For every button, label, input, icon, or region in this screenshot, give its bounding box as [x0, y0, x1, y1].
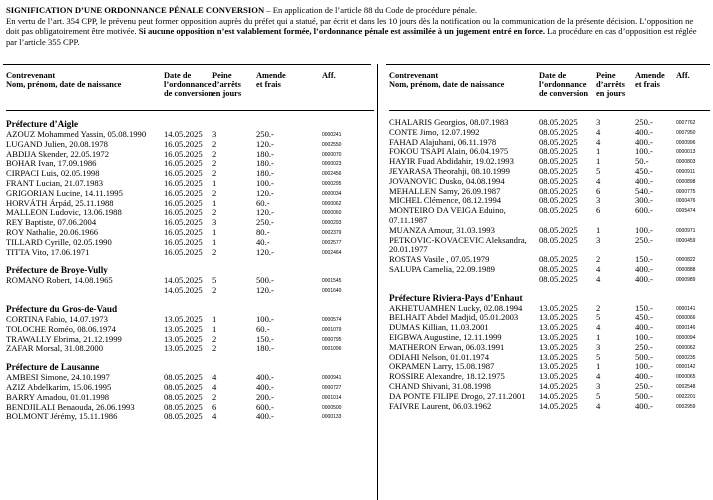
cell-aff: 0000500 [322, 404, 342, 411]
cell-days: 2 [212, 138, 217, 149]
cell-date: 16.05.2025 [164, 187, 203, 198]
cell-date: 13.05.2025 [539, 331, 578, 342]
cell-name: HAYIR Fuad Abdidahir, 19.02.1993 [389, 156, 514, 167]
cell-aff: 0000013 [676, 149, 696, 156]
header-aff: Aff. [676, 71, 690, 80]
cell-days: 1 [212, 177, 217, 188]
cell-date: 08.05.2025 [539, 175, 578, 186]
cell-aff: 0000795 [322, 336, 342, 343]
cell-name: GRIGORIAN Lucine, 14.11.1995 [6, 187, 123, 198]
cell-days: 3 [596, 380, 601, 391]
cell-date: 08.05.2025 [539, 156, 578, 167]
cell-name: CHALARIS Georgios, 08.07.1983 [389, 117, 509, 127]
cell-days: 2 [212, 168, 217, 179]
cell-name: FAHAD Alajuhani, 06.11.1978 [389, 136, 497, 147]
section-title: Préfecture Riviera-Pays d’Enhaut [389, 292, 523, 303]
cell-days: 5 [596, 351, 601, 362]
cell-aff: 0000094 [676, 334, 696, 341]
cell-name: MATHERON Erwan, 06.03.1991 [389, 341, 505, 352]
cell-aff: 0000293 [322, 220, 342, 227]
cell-aff: 0000034 [322, 190, 342, 197]
cell-date: 13.05.2025 [539, 351, 578, 362]
cell-aff: 0000060 [322, 210, 342, 217]
cell-days: 2 [212, 391, 217, 402]
cell-date: 14.05.2025 [164, 129, 203, 139]
cell-amount: 250.- [635, 117, 653, 127]
cell-aff: 0000133 [322, 414, 342, 421]
cell-date: 14.05.2025 [539, 390, 578, 401]
cell-date: 08.05.2025 [539, 117, 578, 127]
cell-date: 08.05.2025 [539, 146, 578, 157]
cell-name: ROSSIRE Alexandre, 18.12.1975 [389, 371, 505, 382]
cell-aff: 0001079 [322, 326, 342, 333]
cell-aff: 0001096 [322, 346, 342, 353]
cell-name: ROY Nathalie, 20.06.1966 [6, 226, 99, 237]
cell-amount: 100.- [635, 224, 653, 235]
cell-amount: 400.- 400.- [635, 263, 653, 284]
cell-amount: 150.- [635, 302, 653, 313]
section-title: Préfecture d’Aigle [6, 119, 79, 129]
cell-aff: 0000141 [676, 305, 696, 312]
header-date: Date de l’ordonnance de conversion [164, 71, 214, 99]
cell-name: CIRPACI Luis, 02.05.1998 [6, 168, 100, 179]
cell-name: AZIZ Abdelkarim, 15.06.1995 [6, 381, 112, 392]
cell-name: BOHAR Ivan, 17.09.1986 [6, 158, 97, 169]
cell-name: BELHAIT Abdel Madjid, 05.01.2003 [389, 312, 519, 323]
cell-amount: 400.- [256, 381, 274, 392]
cell-amount: 120.- [256, 246, 274, 257]
cell-amount: 120.- [256, 207, 274, 218]
cell-days: 4 [596, 175, 601, 186]
cell-aff: 0002548 [676, 383, 696, 390]
cell-days: 1 [212, 323, 217, 334]
section-title: Préfecture de Broye-Vully [6, 265, 108, 276]
cell-aff: 0002379 [322, 229, 342, 236]
intro-text-1: En vertu de l’art. 354 CPP, le prévenu peut former opposition auprès du préfet qui a statué, par écrit et dans les 10 jours dès la notification ou la communication de la présente décision. L’opposition ne doit pas obligatoirement être motivée. [6, 15, 694, 37]
cell-date: 16.05.2025 [164, 177, 203, 188]
cell-date: 16.05.2025 [164, 158, 203, 169]
cell-days: 2 [212, 207, 217, 218]
cell-aff: 0000295 [322, 180, 342, 187]
cell-name: ODIAHI Nelson, 01.01.1974 [389, 351, 490, 362]
cell-aff: 0000062 [322, 200, 342, 207]
cell-name: JEYARASA Theorahji, 08.10.1999 [389, 165, 510, 176]
cell-amount: 250.- [635, 380, 653, 391]
cell-aff: 0002456 [322, 171, 342, 178]
cell-days: 4 [212, 411, 217, 422]
right-column [389, 66, 710, 411]
cell-name: AKHETUAMHEN Lucky, 02.08.1994 [389, 302, 523, 313]
table-row [6, 276, 374, 296]
cell-date: 13.05.2025 [539, 302, 578, 313]
cell-amount: 600.- [256, 401, 274, 412]
cell-name: BARRY Amadou, 01.01.1998 [6, 391, 110, 402]
cell-name: REY Baptiste, 07.06.2004 [6, 217, 97, 228]
cell-days: 6 [212, 401, 217, 412]
cell-name: TITTA Vito, 17.06.1971 [6, 246, 90, 257]
cell-name: FOKOU TSAPI Alain, 06.04.1975 [389, 146, 509, 157]
table-row [389, 265, 710, 285]
cell-days: 1 [596, 361, 601, 372]
cell-aff: 0000066 [676, 315, 696, 322]
cell-name: SALUPA Camelia, 22.09.1989 [389, 263, 495, 274]
cell-days: 5 [596, 165, 601, 176]
cell-date: 08.05.2025 [539, 205, 578, 216]
cell-amount: 100.- [635, 146, 653, 157]
cell-aff: 0000971 [676, 227, 696, 234]
cell-name: LUGAND Julien, 20.08.1978 [6, 138, 108, 149]
section-title: Préfecture de Lausanne [6, 362, 100, 373]
header-days: Peine d’arrêts en jours [596, 71, 626, 99]
cell-date: 08.05.2025 08.05.2025 [539, 263, 578, 284]
right-top-rule [386, 64, 710, 65]
cell-days: 1 [212, 236, 217, 247]
cell-days: 3 [212, 217, 217, 228]
header-name: Contrevenant Nom, prénom, date de naissance [389, 71, 505, 90]
cell-amount: 450.- [635, 165, 653, 176]
cell-aff: 0007950 [676, 129, 696, 136]
column-divider [377, 64, 378, 500]
cell-amount: 40.- [256, 236, 270, 247]
cell-date: 16.05.2025 [164, 217, 203, 228]
cell-aff: 0000941 [322, 375, 342, 382]
cell-days: 3 [212, 129, 217, 139]
cell-days: 3 [596, 195, 601, 206]
cell-days: 2 [212, 148, 217, 159]
cell-days: 1 [212, 197, 217, 208]
cell-days: 4 [596, 322, 601, 333]
cell-name: DUMAS Killian, 11.03.2001 [389, 322, 489, 333]
cell-name: CONTE Jimo, 12.07.1992 [389, 126, 480, 137]
cell-date: 16.05.2025 [164, 246, 203, 257]
cell-amount: 180.- [256, 343, 274, 354]
cell-amount: 400.- [256, 411, 274, 422]
cell-amount: 500.- [635, 351, 653, 362]
cell-aff: 0000888 0000989 [676, 266, 696, 283]
cell-days: 1 [212, 313, 217, 324]
cell-days: 2 [212, 246, 217, 257]
left-column [6, 66, 374, 422]
cell-aff: 0000476 [676, 198, 696, 205]
intro-text-2: La procédure en cas d’opposition est réglée par l’article 355 CPP. [6, 26, 697, 47]
cell-date: 16.05.2025 [164, 148, 203, 159]
cell-aff: 0002577 [322, 239, 342, 246]
cell-amount: 100.- [635, 331, 653, 342]
cell-days: 3 [596, 341, 601, 352]
cell-aff: 0000023 [322, 161, 342, 168]
cell-amount: 100.- [256, 313, 274, 324]
cell-name: DA PONTE FILIPE Drogo, 27.11.2001 [389, 390, 526, 401]
cell-name: BOLMONT Jérémy, 15.11.1986 [6, 411, 118, 422]
cell-name: PETKOVIC-KOVACEVIC Aleksandra, 20.01.1977 [389, 234, 527, 255]
cell-name: MEHALLEN Samy, 26.09.1987 [389, 185, 501, 196]
document-title-suffix: – En application de l’article 88 du Code de procédure pénale. [264, 5, 478, 15]
cell-date: 08.05.2025 [164, 391, 203, 402]
cell-date: 08.05.2025 [539, 185, 578, 196]
cell-date: 08.05.2025 [164, 381, 203, 392]
cell-days: 4 [596, 371, 601, 382]
cell-name: ABDIJA Skender, 22.05.1972 [6, 148, 110, 159]
cell-amount: 180.- [256, 148, 274, 159]
table-row [389, 236, 710, 256]
cell-date: 08.05.2025 [539, 126, 578, 137]
cell-name: CHAND Shivani, 31.08.1998 [389, 380, 491, 391]
cell-days: 2 [212, 158, 217, 169]
cell-aff: 0000574 [322, 316, 342, 323]
cell-amount: 500.- [635, 390, 653, 401]
cell-days: 6 [596, 205, 601, 216]
cell-amount: 400.- [635, 136, 653, 147]
cell-date: 13.05.2025 [539, 371, 578, 382]
cell-amount: 180.- [256, 158, 274, 169]
cell-days: 5 2 [212, 275, 217, 296]
cell-amount: 100.- [256, 177, 274, 188]
cell-amount: 450.- [635, 312, 653, 323]
header-amount: Amende et frais [635, 71, 665, 90]
table-row [389, 206, 710, 226]
cell-aff: 0002464 [322, 249, 342, 256]
cell-aff: 0000065 [676, 374, 696, 381]
cell-amount: 250.- [256, 217, 274, 228]
cell-date: 08.05.2025 [164, 401, 203, 412]
cell-days: 2 [212, 187, 217, 198]
cell-date: 16.05.2025 [164, 226, 203, 237]
cell-days: 1 [212, 226, 217, 237]
cell-aff: 0001014 [322, 394, 342, 401]
header-aff: Aff. [322, 71, 336, 80]
cell-days: 1 [596, 146, 601, 157]
cell-days: 4 [212, 372, 217, 383]
cell-aff: 0000142 [676, 364, 696, 371]
cell-date: 08.05.2025 [539, 195, 578, 206]
cell-date: 13.05.2025 [539, 312, 578, 323]
cell-days: 2 [596, 254, 601, 265]
cell-aff: 0002550 [322, 141, 342, 148]
cell-date: 16.05.2025 [164, 236, 203, 247]
table-row [6, 412, 374, 422]
cell-amount: 60.- [256, 197, 270, 208]
cell-days: 2 [212, 333, 217, 344]
cell-aff: 0007762 [676, 120, 696, 126]
cell-days: 3 [596, 117, 601, 127]
cell-date: 16.05.2025 [164, 197, 203, 208]
cell-aff: 0000803 [676, 159, 696, 166]
cell-days: 1 [596, 331, 601, 342]
cell-days: 1 [596, 224, 601, 235]
cell-amount: 600.- [635, 205, 653, 216]
column-headers [389, 66, 710, 110]
cell-date: 08.05.2025 [539, 224, 578, 235]
cell-aff: 0000062 [676, 344, 696, 351]
cell-amount: 180.- [256, 168, 274, 179]
cell-amount: 400.- [635, 371, 653, 382]
cell-amount: 60.- [256, 323, 270, 334]
cell-date: 14.05.2025 14.05.2025 [164, 275, 203, 296]
cell-name: TOLOCHE Roméo, 08.06.1974 [6, 323, 116, 334]
cell-days: 4 [212, 381, 217, 392]
cell-name: MONTEIRO DA VEIGA Eduino, 07.11.1987 [389, 205, 506, 225]
table-row [6, 248, 374, 258]
cell-days: 4 [596, 126, 601, 137]
cell-amount: 400.- [256, 372, 274, 383]
cell-amount: 150.- [256, 333, 274, 344]
section-title: Préfecture du Gros-de-Vaud [6, 303, 118, 314]
cell-aff: 0002959 [676, 403, 696, 410]
cell-name: BENDJILALI Benaouda, 26.06.1993 [6, 401, 135, 412]
cell-name: MICHEL Clémence, 08.12.1994 [389, 195, 502, 206]
cell-aff: 0000235 [676, 354, 696, 361]
cell-days: 5 [596, 312, 601, 323]
cell-amount: 100.- [635, 361, 653, 372]
cell-name: OKPAMEN Larry, 15.08.1987 [389, 361, 495, 372]
cell-date: 13.05.2025 [164, 333, 203, 344]
cell-date: 08.05.2025 [539, 136, 578, 147]
cell-date: 16.05.2025 [164, 168, 203, 179]
cell-name: FAIVRE Laurent, 06.03.1962 [389, 400, 492, 411]
cell-days: 2 [596, 302, 601, 313]
cell-amount: 400.- [635, 400, 653, 411]
cell-name: ROMANO Robert, 14.08.1965 [6, 275, 113, 286]
table-row [389, 402, 710, 412]
header-date: Date de l’ordonnance de conversion [539, 71, 589, 99]
cell-aff: 0002201 [676, 393, 696, 400]
cell-amount: 400.- [635, 175, 653, 186]
cell-aff: 0000727 [322, 384, 342, 391]
cell-date: 13.05.2025 [539, 361, 578, 372]
cell-name: CORTINA Fabio, 14.07.1973 [6, 313, 108, 324]
cell-date: 08.05.2025 [164, 372, 203, 383]
cell-date: 08.05.2025 [539, 254, 578, 265]
cell-aff: 0000070 [322, 151, 342, 158]
cell-aff: 0000898 [676, 178, 696, 185]
cell-aff: 0000911 [676, 168, 696, 175]
cell-aff: 0000146 [676, 325, 696, 332]
cell-name: FRANT Lucian, 21.07.1983 [6, 177, 103, 188]
cell-name: HORVÁTH Árpád, 25.11.1988 [6, 197, 114, 208]
table-row [6, 344, 374, 354]
cell-name: JOVANOVIC Dusko, 04.08.1994 [389, 175, 505, 186]
cell-date: 13.05.2025 [539, 341, 578, 352]
column-headers [6, 66, 374, 110]
cell-amount: 80.- [256, 226, 270, 237]
header-amount: Amende et frais [256, 71, 286, 90]
cell-days: 4 4 [596, 263, 601, 284]
cell-amount: 400.- [635, 126, 653, 137]
cell-days: 4 [596, 400, 601, 411]
cell-name: AZOUZ Mohammed Yassin, 05.08.1990 [6, 129, 147, 139]
cell-name: ZAFAR Morsal, 31.08.2000 [6, 343, 103, 354]
cell-days: 1 [596, 156, 601, 167]
cell-days: 2 [212, 343, 217, 354]
cell-name: TRAWALLY Ebrima, 21.12.1999 [6, 333, 122, 344]
cell-amount: 540.- [635, 185, 653, 196]
cell-days: 3 [596, 234, 601, 245]
cell-amount: 120.- [256, 187, 274, 198]
cell-name: TILLARD Cyrille, 02.05.1990 [6, 236, 112, 247]
cell-amount: 250.- [635, 234, 653, 245]
cell-name: ROSTAS Vasile , 07.05.1979 [389, 254, 490, 265]
cell-amount: 250.- [256, 129, 274, 139]
left-top-rule [3, 64, 371, 65]
cell-days: 4 [596, 136, 601, 147]
cell-date: 08.05.2025 [539, 165, 578, 176]
cell-amount: 250.- [635, 341, 653, 352]
cell-aff: 0000775 [676, 188, 696, 195]
cell-amount: 500.- 120.- [256, 275, 274, 296]
cell-days: 5 [596, 390, 601, 401]
intro [6, 5, 706, 47]
header-name: Contrevenant Nom, prénom, date de naissance [6, 71, 122, 90]
cell-amount: 150.- [635, 254, 653, 265]
cell-date: 13.05.2025 [164, 323, 203, 334]
cell-date: 14.05.2025 [539, 400, 578, 411]
header-days: Peine d’arrêts en jours [212, 71, 242, 99]
cell-aff: 0000241 [322, 132, 342, 138]
cell-date: 08.05.2025 [164, 411, 203, 422]
cell-amount: 400.- [635, 322, 653, 333]
cell-amount: 120.- [256, 138, 274, 149]
cell-date: 14.05.2025 [539, 380, 578, 391]
cell-aff: 0005474 [676, 208, 696, 215]
cell-date: 13.05.2025 [164, 313, 203, 324]
cell-date: 13.05.2025 [539, 322, 578, 333]
cell-date: 16.05.2025 [164, 138, 203, 149]
cell-amount: 200.- [256, 391, 274, 402]
cell-aff: 0000822 [676, 257, 696, 264]
cell-name: AMBESI Simone, 24.10.1997 [6, 372, 110, 383]
cell-aff: 0000459 [676, 237, 696, 244]
cell-name: MALLEON Ludovic, 13.06.1988 [6, 207, 122, 218]
cell-amount: 300.- [635, 195, 653, 206]
cell-aff: 0001545 0001640 [322, 278, 342, 295]
cell-date: 13.05.2025 [164, 343, 203, 354]
header-rule [6, 110, 374, 111]
cell-name: EIGBWA Augustine, 12.11.1999 [389, 331, 502, 342]
cell-date: 08.05.2025 [539, 234, 578, 245]
document-title: SIGNIFICATION D’UNE ORDONNANCE PÉNALE CONVERSION [6, 5, 265, 15]
cell-name: MUANZA Amour, 31.03.1993 [389, 224, 495, 235]
cell-days: 6 [596, 185, 601, 196]
cell-amount: 50.- [635, 156, 649, 167]
intro-text-bold: Si aucune opposition n’est valablement formée, l’ordonnance pénale est assimilée à un jugement entré en force. [138, 26, 546, 37]
cell-aff: 0000996 [676, 139, 696, 146]
cell-date: 16.05.2025 [164, 207, 203, 218]
